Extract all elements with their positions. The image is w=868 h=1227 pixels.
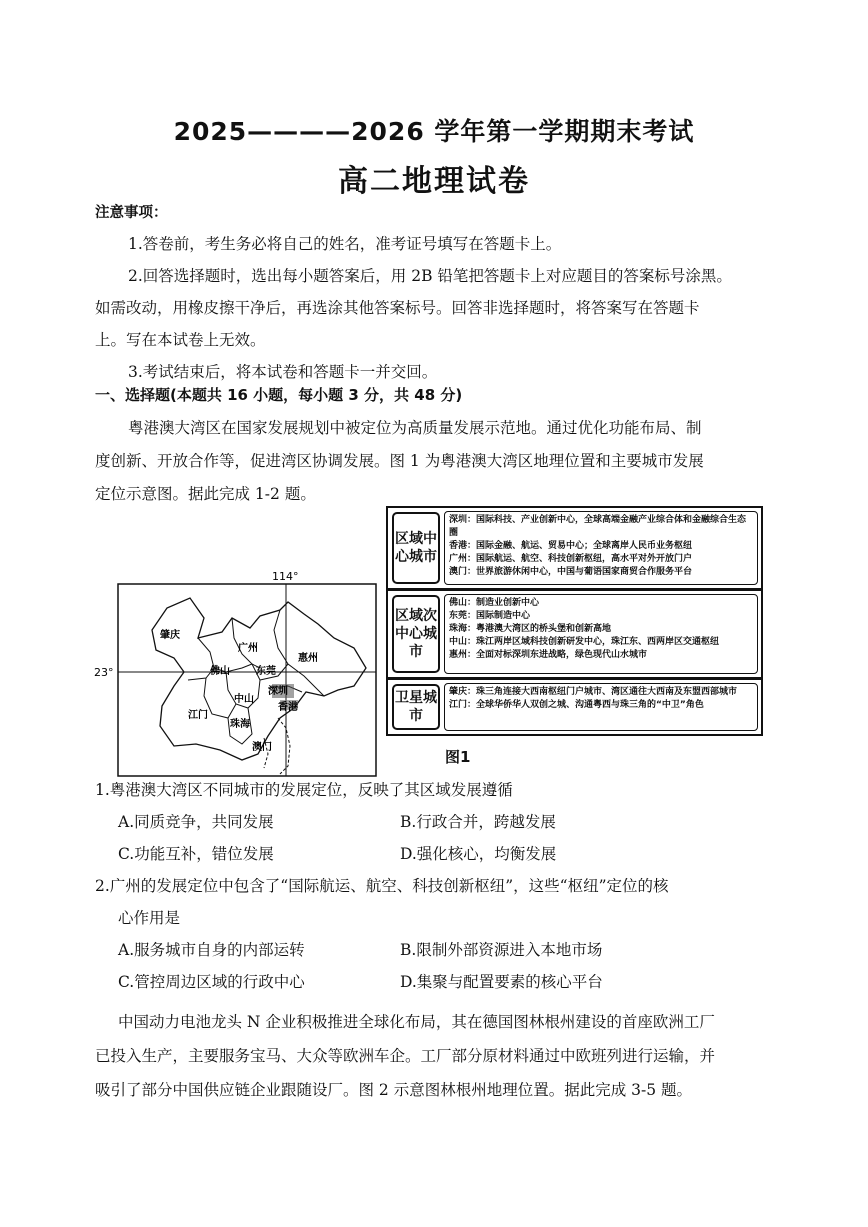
info-box-content [444, 511, 758, 585]
intro-line-3: 定位示意图。据此完成 1-2 题。 [95, 485, 316, 503]
city-label-zhuhai: 珠海 [230, 719, 250, 730]
bay-area-map-svg [92, 568, 384, 778]
info-line: 深圳：国际科技、产业创新中心，全球高端金融产业综合体和金融综合生态圈 [449, 515, 747, 538]
info-box-label: 卫星城市 [392, 684, 440, 730]
notes-heading: 注意事项： [95, 205, 168, 221]
section-heading: 一、选择题(本题共 16 小题，每小题 3 分，共 48 分) [95, 386, 463, 404]
passage-2-line-3: 吸引了部分中国供应链企业跟随设厂。图 2 示意图林根州地理位置。据此完成 3-5 题。 [95, 1081, 693, 1099]
question-1-option-d: D.强化核心，均衡发展 [400, 845, 557, 863]
notes-item-2-line-2: 如需改动，用橡皮擦干净后，再选涂其他答案标号。回答非选择题时，将答案写在答题卡 [95, 299, 700, 317]
notes-item-1: 1.答卷前，考生务必将自己的姓名，准考证号填写在答题卡上。 [128, 235, 562, 253]
city-label-macau: 澳门 [252, 742, 272, 753]
city-label-hongkong: 香港 [278, 702, 298, 713]
city-label-shenzhen: 深圳 [268, 686, 288, 697]
figure-caption: 图1 [445, 748, 471, 766]
info-line: 中山：珠江两岸区域科技创新研发中心，珠江东、西两岸区交通枢纽 [449, 637, 720, 647]
info-box-satellite [386, 678, 763, 736]
info-box-regional-center [386, 506, 763, 590]
city-label-dongguan: 东莞 [256, 666, 276, 677]
info-box-content [444, 683, 758, 731]
question-1-option-a: A.同质竞争，共同发展 [118, 813, 274, 831]
passage-2-line-1: 中国动力电池龙头 N 企业积极推进全球化布局，其在德国图林根州建设的首座欧洲工厂 [118, 1013, 715, 1031]
city-label-zhongshan: 中山 [234, 694, 254, 705]
info-line: 珠海：粤港澳大湾区的桥头堡和创新高地 [449, 624, 612, 634]
info-box-content [444, 594, 758, 674]
latitude-label: 23° [94, 666, 114, 679]
info-line: 广州：国际航运、航空、科技创新枢纽，高水平对外开放门户 [449, 554, 693, 564]
question-2-option-b: B.限制外部资源进入本地市场 [400, 941, 603, 959]
info-box-label: 区域次中心城市 [392, 595, 440, 673]
info-line: 香港：国际金融、航运、贸易中心；全球离岸人民币业务枢纽 [449, 541, 693, 551]
exam-title: 2025————2026 学年第一学期期末考试 [173, 117, 695, 146]
info-box-sub-center [386, 589, 763, 679]
intro-line-1: 粤港澳大湾区在国家发展规划中被定位为高质量发展示范地。通过优化功能布局、制 [128, 419, 702, 437]
city-label-zhaoqing: 肇庆 [160, 630, 180, 641]
info-line: 佛山：制造业创新中心 [449, 598, 540, 608]
notes-item-2-line-1: 2.回答选择题时，选出每小题答案后，用 2B 铅笔把答题卡上对应题目的答案标号涂黑。 [128, 267, 732, 285]
city-label-foshan: 佛山 [210, 666, 230, 677]
question-2-stem-line-1: 2.广州的发展定位中包含了“国际航运、航空、科技创新枢纽”，这些“枢纽”定位的核 [95, 877, 669, 895]
info-line: 江门：全球华侨华人双创之城、沟通粤西与珠三角的“中卫”角色 [449, 700, 704, 710]
info-line: 肇庆：珠三角连接大西南枢纽门户城市、湾区通往大西南及东盟西部城市 [449, 687, 738, 697]
question-1-option-c: C.功能互补，错位发展 [118, 845, 274, 863]
question-1-option-b: B.行政合并，跨越发展 [400, 813, 556, 831]
info-line: 惠州：全面对标深圳东进战略，绿色现代山水城市 [449, 650, 648, 660]
info-box-label: 区域中心城市 [392, 512, 440, 584]
bay-area-map [92, 568, 384, 778]
intro-line-2: 度创新、开放合作等，促进湾区协调发展。图 1 为粤港澳大湾区地理位置和主要城市发展 [95, 452, 704, 470]
info-line: 东莞：国际制造中心 [449, 611, 531, 621]
notes-item-2-line-3: 上。写在本试卷上无效。 [95, 331, 266, 349]
city-label-guangzhou: 广州 [238, 643, 258, 654]
notes-item-3: 3.考试结束后，将本试卷和答题卡一并交回。 [128, 363, 438, 381]
city-label-jiangmen: 江门 [188, 710, 208, 721]
question-1-stem: 1.粤港澳大湾区不同城市的发展定位，反映了其区域发展遵循 [95, 781, 513, 799]
question-2-option-c: C.管控周边区域的行政中心 [118, 973, 305, 991]
exam-subtitle: 高二地理试卷 [338, 164, 530, 199]
info-line: 澳门：世界旅游休闲中心，中国与葡语国家商贸合作服务平台 [449, 567, 693, 577]
question-2-option-a: A.服务城市自身的内部运转 [118, 941, 305, 959]
passage-2-line-2: 已投入生产，主要服务宝马、大众等欧洲车企。工厂部分原材料通过中欧班列进行运输，并 [95, 1047, 716, 1065]
longitude-label: 114° [272, 570, 299, 583]
question-2-stem-line-2: 心作用是 [118, 909, 181, 927]
question-2-option-d: D.集聚与配置要素的核心平台 [400, 973, 603, 991]
city-label-huizhou: 惠州 [298, 653, 318, 664]
